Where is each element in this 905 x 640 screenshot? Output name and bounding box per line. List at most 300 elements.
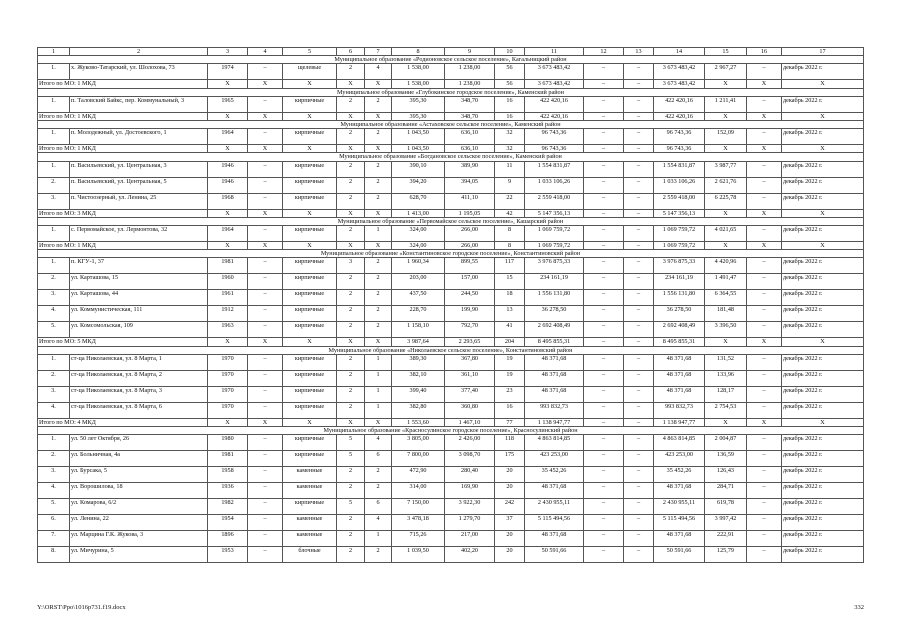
table-cell: – xyxy=(584,226,624,242)
table-cell: – xyxy=(747,258,782,274)
subtotal-cell: Х xyxy=(705,112,747,120)
municipality-header-row xyxy=(38,153,864,161)
table-cell: 1964 xyxy=(208,226,248,242)
table-cell: 7. xyxy=(38,531,70,547)
table-cell: 2 xyxy=(337,129,365,145)
table-cell: 1. xyxy=(38,161,70,177)
subtotal-cell: Х xyxy=(208,209,248,217)
table-cell: – xyxy=(747,451,782,467)
table-cell: 2 xyxy=(365,322,392,338)
table-cell: – xyxy=(248,515,283,531)
table-row xyxy=(38,64,864,80)
table-cell: 993 832,73 xyxy=(654,402,705,418)
table-cell: 1 xyxy=(365,226,392,242)
subtotal-cell: Х xyxy=(337,242,365,250)
table-cell: декабрь 2022 г. xyxy=(782,290,864,306)
table-cell: – xyxy=(624,306,654,322)
table-cell: – xyxy=(248,531,283,547)
table-cell: кирпичные xyxy=(283,290,337,306)
table-cell: 2 xyxy=(337,226,365,242)
table-cell: 2 xyxy=(365,258,392,274)
table-cell: каменные xyxy=(283,515,337,531)
subtotal-cell: 1 138 947,77 xyxy=(525,418,584,426)
subtotal-cell: 32 xyxy=(495,145,525,153)
table-cell: 367,80 xyxy=(445,354,495,370)
table-row xyxy=(38,96,864,112)
table-cell: 169,90 xyxy=(445,483,495,499)
table-cell: 48 371,68 xyxy=(525,483,584,499)
subtotal-cell: 8 xyxy=(495,242,525,250)
table-cell: 6 xyxy=(365,451,392,467)
table-cell: – xyxy=(584,467,624,483)
subtotal-cell: Х xyxy=(365,80,392,88)
table-cell: 382,80 xyxy=(392,402,445,418)
table-cell: декабрь 2022 г. xyxy=(782,96,864,112)
table-cell: 389,90 xyxy=(445,161,495,177)
table-cell: 377,40 xyxy=(445,386,495,402)
subtotal-cell: – xyxy=(624,242,654,250)
table-cell: кирпичные xyxy=(283,451,337,467)
table-cell: 9 xyxy=(495,177,525,193)
table-cell: 266,00 xyxy=(445,226,495,242)
table-row xyxy=(38,258,864,274)
subtotal-cell: Х xyxy=(747,242,782,250)
municipality-title: Муниципальное образование «Константиновское городское поселение», Константиновский район xyxy=(38,250,864,258)
table-cell: – xyxy=(747,354,782,370)
table-cell: декабрь 2022 г. xyxy=(782,483,864,499)
table-row xyxy=(38,161,864,177)
table-cell: 136,59 xyxy=(705,451,747,467)
table-cell: декабрь 2022 г. xyxy=(782,193,864,209)
column-number-cell: 6 xyxy=(337,48,365,56)
subtotal-cell: Х xyxy=(782,418,864,426)
table-cell: ул. Больничная, 4а xyxy=(70,451,208,467)
table-cell: 199,90 xyxy=(445,306,495,322)
table-cell: 993 832,73 xyxy=(525,402,584,418)
table-cell: 1960 xyxy=(208,274,248,290)
column-number-cell: 5 xyxy=(283,48,337,56)
subtotal-cell: 324,00 xyxy=(392,242,445,250)
table-cell: декабрь 2022 г. xyxy=(782,161,864,177)
table-cell: декабрь 2022 г. xyxy=(782,306,864,322)
table-cell: – xyxy=(584,64,624,80)
table-cell: ст-ца Николаевская, ул. 8 Марта, 3 xyxy=(70,386,208,402)
table-cell: 284,71 xyxy=(705,483,747,499)
subtotal-cell: – xyxy=(624,145,654,153)
register-table xyxy=(37,47,864,563)
table-cell: – xyxy=(248,161,283,177)
table-cell: – xyxy=(584,531,624,547)
table-cell: – xyxy=(584,290,624,306)
table-cell: – xyxy=(584,161,624,177)
table-cell: п. КГУ-1, 37 xyxy=(70,258,208,274)
table-cell: 1 xyxy=(365,402,392,418)
municipality-title: Муниципальное образование «Родионовское сельское поселение», Кагальницкий район xyxy=(38,56,864,64)
table-cell: 1970 xyxy=(208,402,248,418)
table-cell: 96 743,36 xyxy=(525,129,584,145)
table-cell: – xyxy=(584,515,624,531)
subtotal-cell: 395,30 xyxy=(392,112,445,120)
table-cell: – xyxy=(584,402,624,418)
subtotal-cell: Х xyxy=(365,112,392,120)
table-cell: 2 xyxy=(337,370,365,386)
subtotal-cell: 636,10 xyxy=(445,145,495,153)
table-cell: 48 371,68 xyxy=(654,354,705,370)
table-row xyxy=(38,386,864,402)
table-cell: 133,96 xyxy=(705,370,747,386)
table-cell: 1970 xyxy=(208,354,248,370)
table-cell: декабрь 2022 г. xyxy=(782,499,864,515)
table-cell: 1 039,50 xyxy=(392,547,445,563)
table-cell: – xyxy=(747,499,782,515)
table-cell: 1936 xyxy=(208,483,248,499)
table-cell: 117 xyxy=(495,258,525,274)
table-cell: 181,48 xyxy=(705,306,747,322)
table-row xyxy=(38,483,864,499)
table-cell: 5 xyxy=(337,499,365,515)
subtotal-cell: 1 238,00 xyxy=(445,80,495,88)
column-number-cell: 7 xyxy=(365,48,392,56)
subtotal-cell: 1 069 759,72 xyxy=(654,242,705,250)
table-cell: 2 xyxy=(337,483,365,499)
table-cell: 20 xyxy=(495,531,525,547)
table-cell: 4 xyxy=(365,515,392,531)
subtotal-cell: Х xyxy=(283,338,337,346)
subtotal-cell: Х xyxy=(782,338,864,346)
table-cell: 2 430 955,11 xyxy=(525,499,584,515)
table-cell: 6 225,78 xyxy=(705,193,747,209)
subtotal-cell: – xyxy=(584,112,624,120)
table-cell: 22 xyxy=(495,193,525,209)
table-cell: 56 xyxy=(495,64,525,80)
subtotal-cell: 422 420,16 xyxy=(525,112,584,120)
table-cell: 6 xyxy=(365,499,392,515)
table-cell: 394,05 xyxy=(445,177,495,193)
table-cell: ул. Комарова, 6/2 xyxy=(70,499,208,515)
table-cell: кирпичные xyxy=(283,306,337,322)
table-cell: 2 xyxy=(337,547,365,563)
table-cell: 314,00 xyxy=(392,483,445,499)
table-cell: 20 xyxy=(495,467,525,483)
table-cell: 131,52 xyxy=(705,354,747,370)
table-cell: 1965 xyxy=(208,96,248,112)
table-cell: 1 538,00 xyxy=(392,64,445,80)
subtotal-cell: 1 553,60 xyxy=(392,418,445,426)
table-cell: ст-ца Николаевская, ул. 8 Марта, 6 xyxy=(70,402,208,418)
subtotal-label: Итого по МО: 4 МКД xyxy=(38,418,208,426)
table-cell: – xyxy=(248,435,283,451)
table-cell: 36 278,50 xyxy=(525,306,584,322)
table-cell: – xyxy=(624,402,654,418)
table-cell: кирпичные xyxy=(283,226,337,242)
table-cell: 361,10 xyxy=(445,370,495,386)
table-cell: 118 xyxy=(495,435,525,451)
subtotal-cell: 96 743,36 xyxy=(654,145,705,153)
table-cell: 324,00 xyxy=(392,226,445,242)
table-cell: 4 863 814,85 xyxy=(525,435,584,451)
subtotal-cell: Х xyxy=(337,112,365,120)
subtotal-cell: Х xyxy=(782,112,864,120)
table-row xyxy=(38,274,864,290)
table-cell: – xyxy=(248,322,283,338)
table-cell: – xyxy=(248,483,283,499)
table-row xyxy=(38,402,864,418)
table-cell: 1. xyxy=(38,129,70,145)
table-cell: 2 430 955,11 xyxy=(654,499,705,515)
table-cell: 3 997,42 xyxy=(705,515,747,531)
subtotal-cell: Х xyxy=(208,80,248,88)
table-cell: – xyxy=(248,306,283,322)
subtotal-cell: – xyxy=(584,145,624,153)
table-cell: 5 xyxy=(337,435,365,451)
table-cell: – xyxy=(248,274,283,290)
table-cell: каменные xyxy=(283,531,337,547)
table-cell: 1 069 759,72 xyxy=(525,226,584,242)
table-cell: п. Таловский Байкс, пер. Коммунальный, 3 xyxy=(70,96,208,112)
municipality-title: Муниципальное образование «Красносулинское городское поселение», Красносулинский район xyxy=(38,427,864,435)
table-cell: 1. xyxy=(38,435,70,451)
table-cell: – xyxy=(747,306,782,322)
subtotal-cell: Х xyxy=(365,209,392,217)
subtotal-label: Итого по МО: 1 МКД xyxy=(38,145,208,153)
table-cell: 3 976 875,33 xyxy=(525,258,584,274)
table-cell: 1 556 131,80 xyxy=(654,290,705,306)
table-cell: 5. xyxy=(38,322,70,338)
table-cell: 125,79 xyxy=(705,547,747,563)
subtotal-cell: Х xyxy=(705,242,747,250)
table-cell: п. Васильевский, ул. Центральная, 5 xyxy=(70,177,208,193)
table-cell: 2 xyxy=(337,161,365,177)
table-cell: 1. xyxy=(38,64,70,80)
table-cell: – xyxy=(624,499,654,515)
column-number-cell: 14 xyxy=(654,48,705,56)
subtotal-cell: – xyxy=(624,112,654,120)
table-cell: – xyxy=(624,96,654,112)
table-cell: – xyxy=(584,177,624,193)
table-row xyxy=(38,451,864,467)
table-cell: – xyxy=(248,226,283,242)
table-cell: 390,10 xyxy=(392,161,445,177)
table-cell: – xyxy=(584,193,624,209)
table-cell: 1974 xyxy=(208,64,248,80)
table-cell: – xyxy=(584,386,624,402)
table-cell: х. Жуково-Татарский, ул. Шолохова, 73 xyxy=(70,64,208,80)
table-cell: 1. xyxy=(38,96,70,112)
table-cell: 48 371,68 xyxy=(525,370,584,386)
subtotal-label: Итого по МО: 5 МКД xyxy=(38,338,208,346)
subtotal-cell: Х xyxy=(337,145,365,153)
table-cell: 2 xyxy=(337,306,365,322)
table-cell: 422 420,16 xyxy=(654,96,705,112)
table-cell: 157,00 xyxy=(445,274,495,290)
table-row xyxy=(38,547,864,563)
table-cell: 2 xyxy=(365,129,392,145)
table-cell: 2 xyxy=(365,274,392,290)
subtotal-cell: 5 147 356,13 xyxy=(654,209,705,217)
table-cell: кирпичные xyxy=(283,177,337,193)
subtotal-row xyxy=(38,242,864,250)
table-cell: 619,78 xyxy=(705,499,747,515)
subtotal-cell: 96 743,36 xyxy=(525,145,584,153)
table-cell: 2. xyxy=(38,274,70,290)
column-number-row xyxy=(38,48,864,56)
table-cell: 395,30 xyxy=(392,96,445,112)
table-cell: – xyxy=(624,177,654,193)
subtotal-cell: 3 673 483,42 xyxy=(654,80,705,88)
table-row xyxy=(38,226,864,242)
subtotal-label: Итого по МО: 1 МКД xyxy=(38,112,208,120)
table-cell: 203,00 xyxy=(392,274,445,290)
table-cell: 3 805,00 xyxy=(392,435,445,451)
table-cell: 8. xyxy=(38,547,70,563)
table-cell: 2 xyxy=(365,96,392,112)
table-cell: 636,10 xyxy=(445,129,495,145)
subtotal-cell: 56 xyxy=(495,80,525,88)
table-cell: 2 004,87 xyxy=(705,435,747,451)
table-cell: – xyxy=(624,161,654,177)
table-cell: 1963 xyxy=(208,322,248,338)
table-cell: – xyxy=(248,370,283,386)
table-cell: 1946 xyxy=(208,161,248,177)
subtotal-cell: Х xyxy=(283,80,337,88)
table-cell: щелевые xyxy=(283,64,337,80)
table-cell: 5. xyxy=(38,499,70,515)
table-cell: 41 xyxy=(495,322,525,338)
column-number-cell: 9 xyxy=(445,48,495,56)
subtotal-cell: Х xyxy=(705,338,747,346)
table-cell: декабрь 2022 г. xyxy=(782,64,864,80)
subtotal-cell: 1 043,50 xyxy=(392,145,445,153)
subtotal-cell: Х xyxy=(208,242,248,250)
table-cell: 48 371,68 xyxy=(525,386,584,402)
table-cell: 35 452,26 xyxy=(525,467,584,483)
table-cell: 2 621,76 xyxy=(705,177,747,193)
table-cell: 50 591,66 xyxy=(654,547,705,563)
table-cell: 19 xyxy=(495,370,525,386)
table-cell: 2 xyxy=(337,402,365,418)
table-cell: 1982 xyxy=(208,499,248,515)
table-cell: 1 033 106,26 xyxy=(654,177,705,193)
subtotal-cell: Х xyxy=(365,338,392,346)
table-cell: 11 xyxy=(495,161,525,177)
table-cell: 4. xyxy=(38,483,70,499)
table-cell: 5 115 494,56 xyxy=(654,515,705,531)
table-cell: 2 xyxy=(337,515,365,531)
table-cell: 126,43 xyxy=(705,467,747,483)
table-cell: 4. xyxy=(38,306,70,322)
table-cell: п. Васильевский, ул. Центральная, 3 xyxy=(70,161,208,177)
table-cell: 20 xyxy=(495,483,525,499)
table-cell: ул. Карташова, 15 xyxy=(70,274,208,290)
table-cell: 48 371,68 xyxy=(654,531,705,547)
subtotal-cell: Х xyxy=(248,80,283,88)
table-cell: 1 960,34 xyxy=(392,258,445,274)
subtotal-cell: Х xyxy=(365,418,392,426)
table-cell: 2 xyxy=(337,274,365,290)
table-row xyxy=(38,435,864,451)
table-cell: 152,09 xyxy=(705,129,747,145)
table-cell: 1 554 831,87 xyxy=(525,161,584,177)
table-cell: ул. 50 лет Октября, 26 xyxy=(70,435,208,451)
table-cell: 1 556 131,80 xyxy=(525,290,584,306)
subtotal-cell: 1 069 759,72 xyxy=(525,242,584,250)
table-cell: 48 371,68 xyxy=(525,531,584,547)
table-cell: – xyxy=(624,435,654,451)
table-cell: кирпичные xyxy=(283,354,337,370)
table-cell: 360,80 xyxy=(445,402,495,418)
table-cell: 1 211,41 xyxy=(705,96,747,112)
table-cell: 1. xyxy=(38,258,70,274)
table-cell: кирпичные xyxy=(283,386,337,402)
subtotal-cell: 1 195,05 xyxy=(445,209,495,217)
table-cell: – xyxy=(747,177,782,193)
table-cell: – xyxy=(584,129,624,145)
column-number-cell: 12 xyxy=(584,48,624,56)
table-cell: 2. xyxy=(38,451,70,467)
table-row xyxy=(38,515,864,531)
table-cell: ул. Ленина, 22 xyxy=(70,515,208,531)
column-number-cell: 8 xyxy=(392,48,445,56)
table-cell: декабрь 2022 г. xyxy=(782,467,864,483)
table-cell: 2 xyxy=(365,177,392,193)
table-cell: 2 xyxy=(337,354,365,370)
table-cell: 4. xyxy=(38,402,70,418)
table-cell: – xyxy=(624,386,654,402)
table-cell: – xyxy=(624,274,654,290)
table-cell: декабрь 2022 г. xyxy=(782,435,864,451)
table-cell: – xyxy=(624,258,654,274)
table-cell: 96 743,36 xyxy=(654,129,705,145)
table-cell: 3 987,77 xyxy=(705,161,747,177)
table-cell: ст-ца Николаевская, ул. 8 Марта, 1 xyxy=(70,354,208,370)
table-cell: декабрь 2022 г. xyxy=(782,402,864,418)
column-number-cell: 10 xyxy=(495,48,525,56)
table-cell: – xyxy=(624,322,654,338)
table-cell: 1896 xyxy=(208,531,248,547)
table-cell: 1964 xyxy=(208,129,248,145)
municipality-header-row xyxy=(38,427,864,435)
subtotal-cell: – xyxy=(584,338,624,346)
table-cell: декабрь 2022 г. xyxy=(782,354,864,370)
table-cell: 36 278,50 xyxy=(654,306,705,322)
table-cell: 628,70 xyxy=(392,193,445,209)
municipality-title: Муниципальное образование «Глубокинское городское поселение», Каменский район xyxy=(38,88,864,96)
table-cell: 48 371,68 xyxy=(525,354,584,370)
table-cell: – xyxy=(248,96,283,112)
table-cell: 2 692 408,49 xyxy=(525,322,584,338)
table-cell: – xyxy=(584,322,624,338)
subtotal-cell: Х xyxy=(365,145,392,153)
table-cell: блочные xyxy=(283,547,337,563)
municipality-header-row xyxy=(38,88,864,96)
table-cell: 423 253,00 xyxy=(654,451,705,467)
table-cell: 217,00 xyxy=(445,531,495,547)
table-cell: 228,70 xyxy=(392,306,445,322)
table-cell: 1954 xyxy=(208,515,248,531)
subtotal-cell: 1 467,10 xyxy=(445,418,495,426)
subtotal-cell: – xyxy=(584,209,624,217)
subtotal-label: Итого по МО: 1 МКД xyxy=(38,80,208,88)
column-number-cell: 15 xyxy=(705,48,747,56)
table-cell: 1961 xyxy=(208,290,248,306)
column-number-cell: 4 xyxy=(248,48,283,56)
table-cell: – xyxy=(248,386,283,402)
subtotal-row xyxy=(38,418,864,426)
table-cell: каменные xyxy=(283,467,337,483)
table-cell: 2 967,27 xyxy=(705,64,747,80)
table-cell: 7 150,00 xyxy=(392,499,445,515)
table-cell: 4 xyxy=(365,435,392,451)
